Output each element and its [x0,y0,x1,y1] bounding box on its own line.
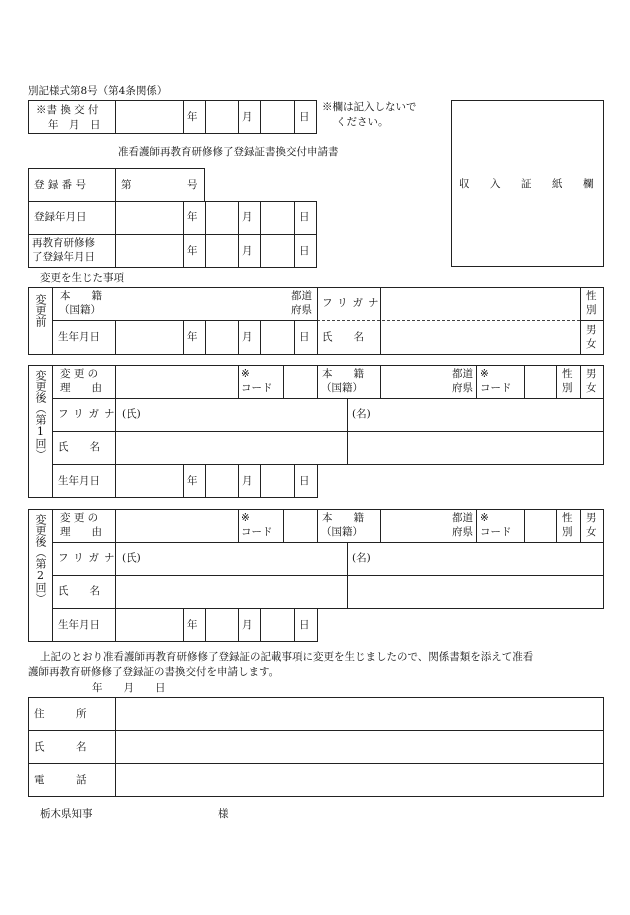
application-date[interactable]: 年 月 日 [92,682,166,694]
declaration-line-1: 上記のとおり准看護師再教育研修修了登録証の記載事項に変更を生じましたので、関係書類を添えて准看 [40,651,534,663]
code-label: コード [241,526,273,538]
domicile-label: 本 籍 [322,368,364,380]
prefecture-label-2: 府県 [452,382,473,394]
sex-female[interactable]: 女 [586,526,597,538]
retraining-date-label: 再教育研修修 [32,237,95,249]
day-unit: 日 [299,619,310,631]
retraining-date-label-2: 了登録年月日 [32,251,95,263]
change-reason-label: 変 更 の [60,368,99,380]
registration-number-prefix[interactable]: 第 [121,179,132,191]
sex-label-2: 別 [562,526,573,538]
code-label: コード [480,526,512,538]
sex-male[interactable]: 男 [586,368,597,380]
name-label: 氏 名 [322,331,364,343]
given-name-label: (名) [352,552,371,564]
sex-label-2: 別 [586,304,597,316]
day-unit: 日 [299,475,310,487]
sex-male[interactable]: 男 [586,324,597,336]
domicile-label: 本 籍 [322,512,364,524]
declaration-line-2: 護師再教育研修修了登録証の書換交付を申請します。 [28,666,280,678]
birth-row-end-mask [318,465,605,499]
day-unit: 日 [299,245,310,257]
surname-label: (氏) [122,552,141,564]
year-unit: 年 [187,331,198,343]
address-field[interactable] [116,698,602,729]
addressee: 栃木県知事 [40,808,93,820]
month-unit: 月 [242,211,253,223]
registration-date-label: 登録年月日 [34,211,87,223]
prefecture-label-2: 府県 [452,526,473,538]
registration-number-label: 登 録 番 号 [34,179,87,191]
code-mark: ※ [480,512,489,524]
registration-number-suffix: 号 [187,179,198,191]
code-mark: ※ [241,368,250,380]
prefecture-label-2: 府県 [291,304,312,316]
year-unit: 年 [187,619,198,631]
month-unit: 月 [242,245,253,257]
code-mark: ※ [480,368,489,380]
prefecture-label: 都道 [452,368,473,380]
birth-date-label: 生年月日 [58,331,100,343]
month-unit: 月 [242,331,253,343]
phone-field[interactable] [116,764,602,795]
honorific: 様 [218,808,229,820]
revenue-stamp-label: 収 入 証 紙 欄 [459,178,599,190]
name-label: 氏 名 [58,585,100,597]
sex-label: 性 [562,368,573,380]
page-title: 准看護師再教育研修修了登録証書換交付申請書 [118,146,339,158]
after-change-1-side-label: 変更後（第1回） [34,370,47,460]
year-unit: 年 [187,111,198,123]
day-unit: 日 [299,111,310,123]
change-reason-label-2: 理 由 [60,382,102,394]
sex-female[interactable]: 女 [586,338,597,350]
domicile-label: 本 籍 [60,290,102,302]
address-label: 住 所 [34,708,87,720]
change-reason-label: 変 更 の [60,512,99,524]
phone-label: 電 話 [34,774,87,786]
given-name-label: (名) [352,408,371,420]
name-label: 氏 名 [58,441,100,453]
sex-female[interactable]: 女 [586,382,597,394]
sex-label: 性 [562,512,573,524]
month-unit: 月 [242,475,253,487]
prefecture-label: 都道 [291,290,312,302]
issue-date-label: ※書 換 交 付 [36,104,99,116]
nationality-label: （国籍） [321,526,363,538]
code-label: コード [241,382,273,394]
furigana-label: フリガナ [58,408,120,420]
day-unit: 日 [299,211,310,223]
birth-row-end-mask [318,609,605,643]
sex-label: 性 [586,290,597,302]
prefecture-label: 都道 [452,512,473,524]
surname-label: (氏) [122,408,141,420]
month-unit: 月 [242,619,253,631]
code-label: コード [480,382,512,394]
nationality-label: （国籍） [321,382,363,394]
year-unit: 年 [187,245,198,257]
furigana-label: フリガナ [58,552,120,564]
before-change-side-label: 変更前 [34,294,47,327]
year-unit: 年 [187,211,198,223]
note-line-1: ※欄は記入しないで [322,101,417,113]
applicant-name-label: 氏 名 [34,741,87,753]
form-number: 別記様式第8号（第4条関係） [28,85,168,97]
name-field[interactable] [116,731,602,762]
issue-date-label-2: 年 月 日 [48,119,101,131]
day-unit: 日 [299,331,310,343]
code-mark: ※ [241,512,250,524]
note-line-2: ください。 [336,116,389,128]
birth-date-label: 生年月日 [58,619,100,631]
birth-date-label: 生年月日 [58,475,100,487]
sex-label-2: 別 [562,382,573,394]
month-unit: 月 [242,111,253,123]
change-reason-label-2: 理 由 [60,526,102,538]
sex-male[interactable]: 男 [586,512,597,524]
changes-caption: 変更を生じた事項 [40,272,124,284]
after-change-2-side-label: 変更後（第2回） [34,514,47,604]
furigana-label: フリガナ [322,297,384,309]
nationality-label: （国籍） [59,304,101,316]
year-unit: 年 [187,475,198,487]
